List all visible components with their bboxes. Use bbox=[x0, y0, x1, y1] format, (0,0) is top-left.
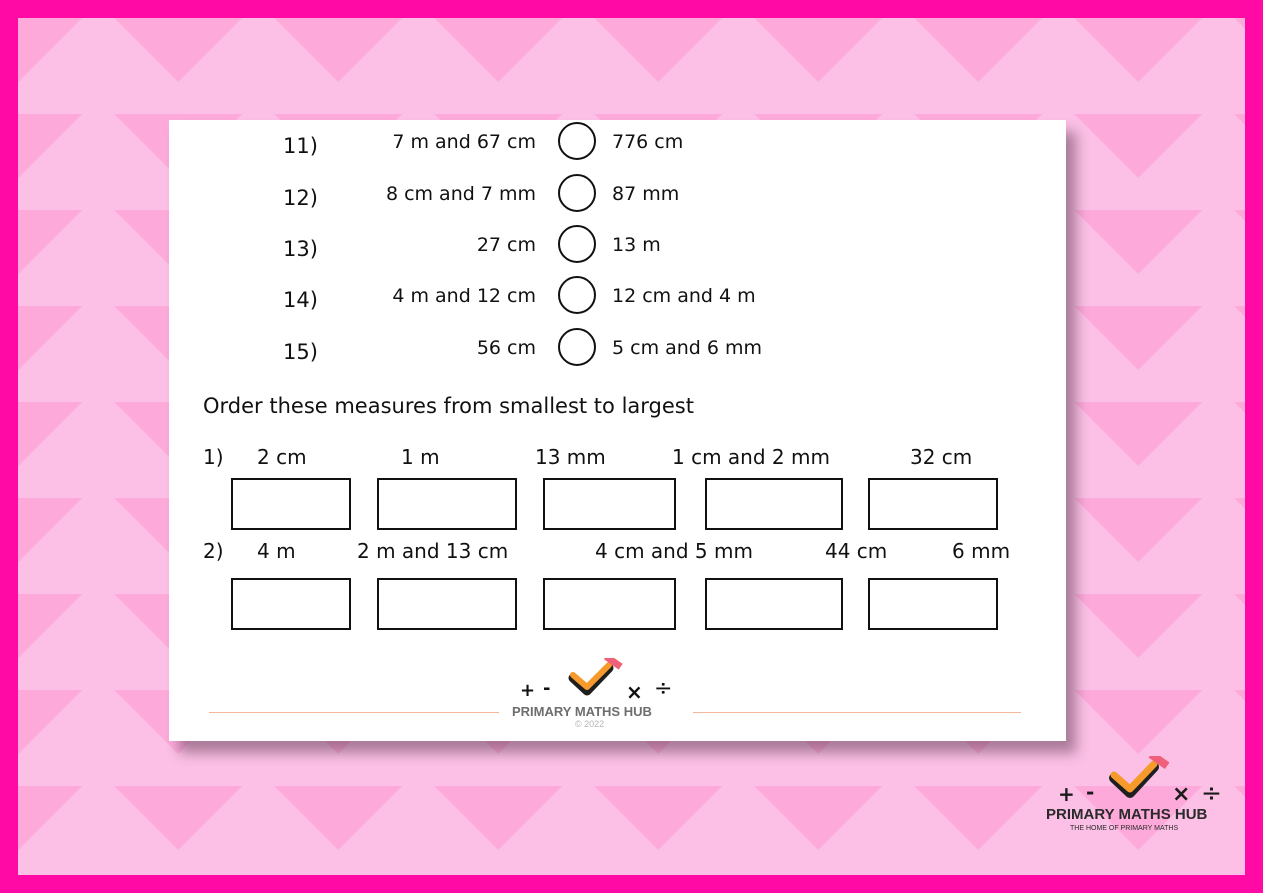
answer-circle[interactable] bbox=[558, 276, 596, 314]
answer-box[interactable] bbox=[705, 478, 843, 530]
times-icon: × bbox=[1172, 782, 1191, 807]
question-label: 2) bbox=[203, 539, 224, 563]
brand-tagline: THE HOME OF PRIMARY MATHS bbox=[1070, 825, 1179, 832]
divide-icon: ÷ bbox=[654, 676, 673, 701]
answer-box[interactable] bbox=[705, 578, 843, 630]
answer-circle[interactable] bbox=[558, 122, 596, 160]
answer-circle[interactable] bbox=[558, 225, 596, 263]
right-measure: 87 mm bbox=[612, 183, 680, 205]
answer-box[interactable] bbox=[543, 578, 676, 630]
measure-item: 4 cm and 5 mm bbox=[595, 539, 753, 563]
answer-circle[interactable] bbox=[558, 328, 596, 366]
copyright: © 2022 bbox=[575, 719, 605, 729]
times-icon: × bbox=[626, 680, 643, 704]
answer-box[interactable] bbox=[231, 578, 351, 630]
section-title: Order these measures from smallest to largest bbox=[203, 394, 694, 418]
right-measure: 776 cm bbox=[612, 131, 684, 153]
question-number: 15) bbox=[283, 340, 318, 364]
answer-box[interactable] bbox=[231, 478, 351, 530]
measure-item: 2 m and 13 cm bbox=[357, 539, 509, 563]
left-measure: 7 m and 67 cm bbox=[392, 131, 536, 153]
corner-logo bbox=[1048, 756, 1228, 856]
question-number: 13) bbox=[283, 237, 318, 261]
question-label: 1) bbox=[203, 445, 224, 469]
plus-icon: + bbox=[1058, 782, 1075, 806]
measure-item: 1 cm and 2 mm bbox=[672, 445, 830, 469]
measure-item: 4 m bbox=[257, 539, 296, 563]
checkmark-pencil-icon bbox=[1108, 756, 1174, 804]
right-measure: 12 cm and 4 m bbox=[612, 285, 756, 307]
minus-icon: - bbox=[1086, 780, 1095, 804]
measure-item: 2 cm bbox=[257, 445, 307, 469]
worksheet bbox=[169, 120, 1066, 741]
brand-name: PRIMARY MATHS HUB bbox=[512, 704, 652, 719]
answer-circle[interactable] bbox=[558, 174, 596, 212]
answer-box[interactable] bbox=[377, 578, 517, 630]
plus-icon: + bbox=[520, 680, 536, 701]
measure-item: 44 cm bbox=[825, 539, 888, 563]
minus-icon: - bbox=[543, 678, 551, 699]
measure-item: 32 cm bbox=[910, 445, 973, 469]
brand-name: PRIMARY MATHS HUB bbox=[1046, 806, 1208, 823]
measure-item: 13 mm bbox=[535, 445, 606, 469]
footer-divider bbox=[693, 712, 1021, 713]
measure-item: 1 m bbox=[401, 445, 440, 469]
footer-divider bbox=[209, 712, 499, 713]
answer-box[interactable] bbox=[543, 478, 676, 530]
chevron-background bbox=[18, 18, 1245, 875]
left-measure: 4 m and 12 cm bbox=[392, 285, 536, 307]
left-measure: 8 cm and 7 mm bbox=[385, 183, 536, 205]
right-measure: 13 m bbox=[612, 234, 661, 256]
right-measure: 5 cm and 6 mm bbox=[612, 337, 763, 359]
left-measure: 56 cm bbox=[476, 337, 536, 359]
divide-icon: ÷ bbox=[1201, 778, 1222, 807]
answer-box[interactable] bbox=[868, 578, 998, 630]
left-measure: 27 cm bbox=[476, 234, 536, 256]
measure-item: 6 mm bbox=[952, 539, 1011, 563]
question-number: 12) bbox=[283, 186, 318, 210]
checkmark-pencil-icon bbox=[567, 658, 627, 700]
question-number: 11) bbox=[283, 134, 318, 158]
answer-box[interactable] bbox=[377, 478, 517, 530]
question-number: 14) bbox=[283, 288, 318, 312]
answer-box[interactable] bbox=[868, 478, 998, 530]
